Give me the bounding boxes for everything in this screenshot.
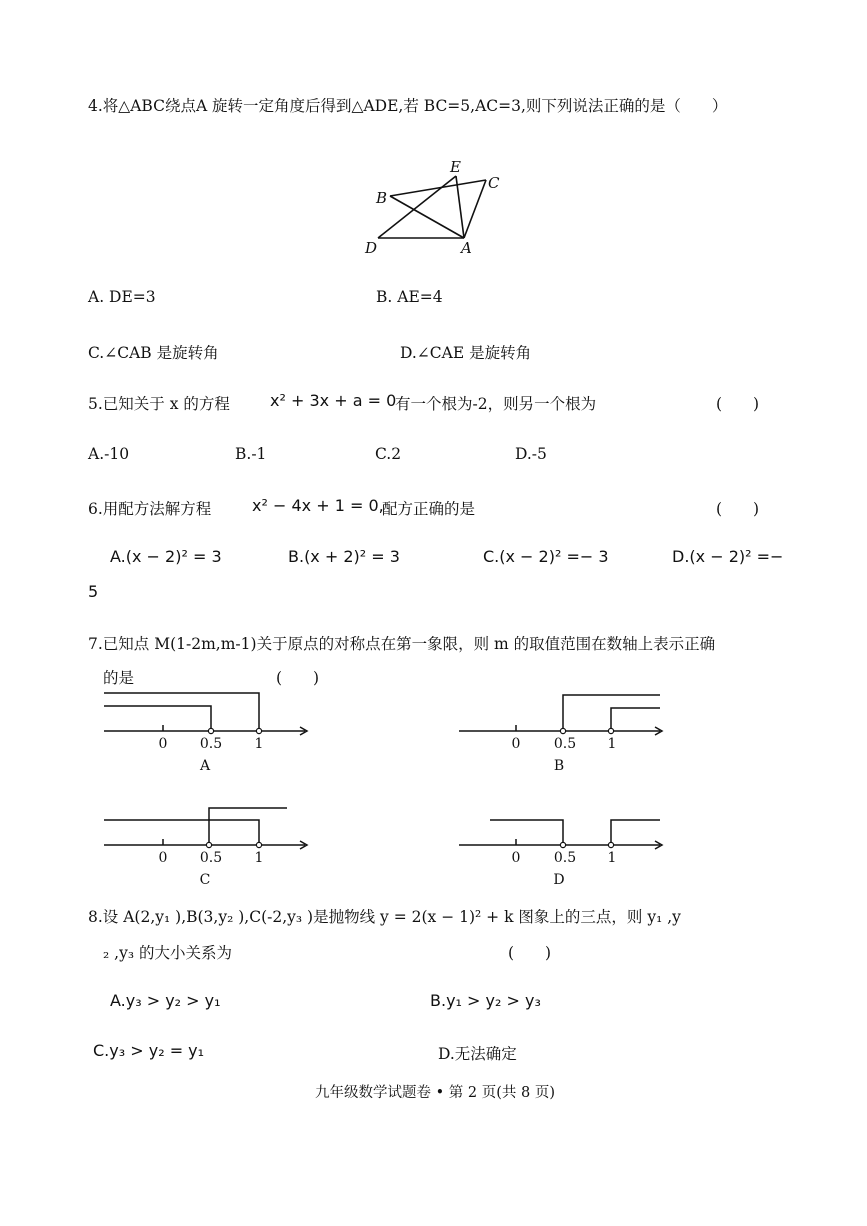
vertex-label-c: C	[488, 174, 500, 192]
q6-stem-prefix: 6.用配方法解方程	[88, 500, 212, 518]
q6-option-b: B.(x + 2)² = 3	[288, 547, 400, 566]
svg-text:1: 1	[607, 736, 617, 752]
vertex-label-a: A	[461, 239, 472, 257]
svg-text:0.5: 0.5	[199, 850, 223, 866]
q5-option-a: A.-10	[88, 445, 130, 463]
page-footer: 九年级数学试题卷 • 第 2 页(共 8 页)	[315, 1085, 555, 1101]
q5-stem-suffix: 有一个根为-2，则另一个根为	[395, 395, 597, 413]
q8-option-d: D.无法确定	[438, 1045, 517, 1063]
q7-stem-line2: 的是	[103, 669, 135, 687]
segment-ca	[464, 180, 486, 238]
svg-text:0.5: 0.5	[553, 850, 577, 866]
q5-option-b: B.-1	[235, 445, 267, 463]
vertex-label-b: B	[376, 189, 388, 207]
q4-stem: 4.将△ABC绕点A 旋转一定角度后得到△ADE,若 BC=5,AC=3,则下列说法正确的是（ ）	[88, 97, 728, 115]
q6-equation: x² − 4x + 1 = 0,	[252, 496, 384, 515]
vertex-label-e: E	[450, 158, 461, 176]
q7-stem-line1: 7.已知点 M(1-2m,m-1)关于原点的对称点在第一象限，则 m 的取值范围在数轴上表示正确	[88, 635, 716, 653]
q5-stem-prefix: 5.已知关于 x 的方程	[88, 395, 230, 413]
q8-paren: ( )	[508, 944, 552, 962]
numberline-c-label: C	[199, 872, 211, 888]
q4-option-b: B. AE=4	[376, 288, 443, 306]
svg-text:0.5: 0.5	[553, 736, 577, 752]
q4-option-d: D.∠CAE 是旋转角	[400, 344, 532, 362]
q6-option-d-wrap: 5	[88, 582, 99, 601]
svg-text:0: 0	[158, 850, 168, 866]
q8-stem-line1: 8.设 A(2,y₁ ),B(3,y₂ ),C(-2,y₃ )是抛物线 y = 2(x − 1)² + k 图象上的三点，则 y₁ ,y	[88, 908, 681, 926]
q8-stem-line2: ₂ ,y₃ 的大小关系为	[103, 944, 232, 962]
segment-ea	[456, 176, 464, 238]
q5-option-c: C.2	[375, 445, 402, 463]
svg-text:0: 0	[158, 736, 168, 752]
q8-option-a: A.y₃ > y₂ > y₁	[110, 991, 221, 1010]
numberline-a-label: A	[199, 758, 211, 774]
q5-option-d: D.-5	[515, 445, 547, 463]
q8-option-c: C.y₃ > y₂ = y₁	[93, 1041, 205, 1060]
svg-text:1: 1	[254, 850, 264, 866]
svg-text:0.5: 0.5	[199, 736, 223, 752]
q4-option-a: A. DE=3	[88, 288, 156, 306]
svg-text:0: 0	[511, 850, 521, 866]
numberline-b-label: B	[553, 758, 565, 774]
q7-paren: ( )	[276, 669, 320, 687]
segment-ba	[390, 196, 464, 238]
svg-text:1: 1	[254, 736, 264, 752]
q6-paren: ( )	[716, 500, 760, 518]
q6-option-a: A.(x − 2)² = 3	[110, 547, 222, 566]
q4-option-c: C.∠CAB 是旋转角	[88, 344, 219, 362]
q5-equation: x² + 3x + a = 0	[270, 391, 397, 410]
segment-bc	[390, 180, 486, 196]
q6-option-c: C.(x − 2)² =− 3	[483, 547, 609, 566]
q6-stem-suffix: 配方正确的是	[382, 500, 476, 518]
q6-option-d: D.(x − 2)² =−	[672, 547, 784, 566]
svg-text:0: 0	[511, 736, 521, 752]
q5-paren: ( )	[716, 395, 760, 413]
numberline-d-label: D	[553, 872, 565, 888]
q8-option-b: B.y₁ > y₂ > y₃	[430, 991, 541, 1010]
segment-de	[378, 176, 456, 238]
svg-text:1: 1	[607, 850, 617, 866]
vertex-label-d: D	[365, 239, 378, 257]
